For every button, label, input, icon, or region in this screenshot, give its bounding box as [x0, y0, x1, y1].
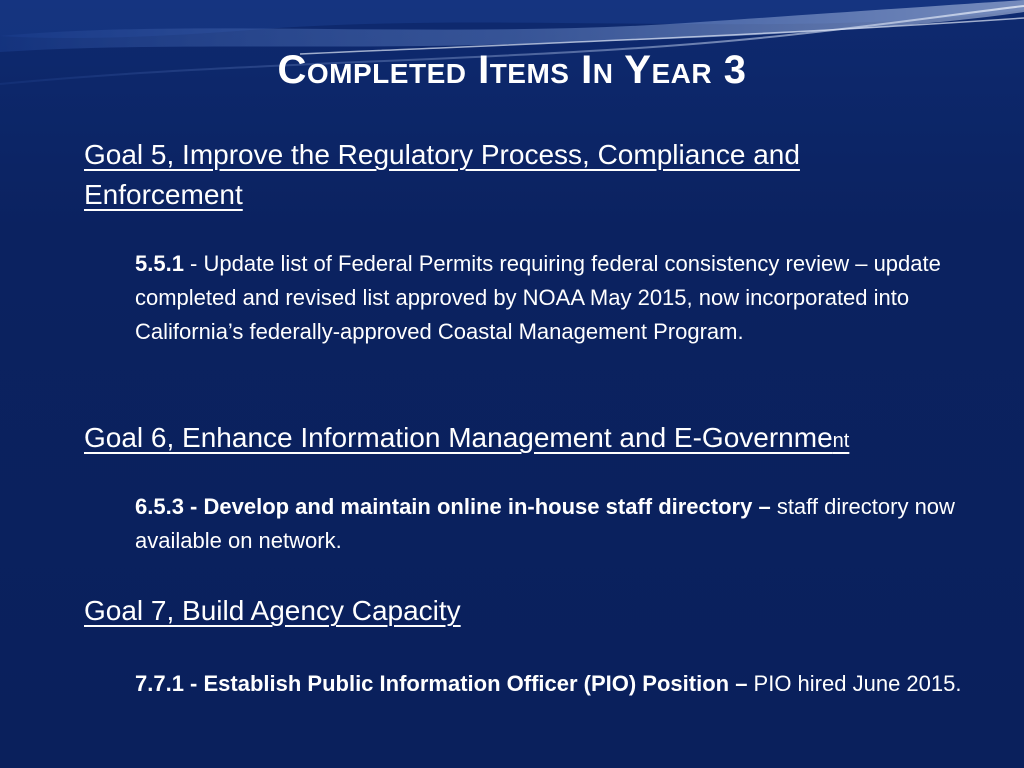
- item-6-5-3-text: staff directory now available on network.: [135, 494, 955, 553]
- item-6-5-3-title: 6.5.3 - Develop and maintain online in-house staff directory –: [135, 494, 771, 519]
- item-5-5-1-text: - Update list of Federal Permits requiring federal consistency review – update completed and revised list approved by NOAA May 2015, now incorporated into California’s federally-approved Coastal Management Program.: [135, 251, 941, 344]
- item-7-7-1-title: 7.7.1 - Establish Public Information Officer (PIO) Position –: [135, 671, 748, 696]
- goal-5-heading: Goal 5, Improve the Regulatory Process, Compliance and Enforcement: [84, 139, 800, 210]
- item-6-5-3: [135, 490, 995, 558]
- item-7-7-1: [135, 667, 995, 701]
- goal-7-heading: Goal 7, Build Agency Capacity: [84, 595, 461, 626]
- item-7-7-1-text: PIO hired June 2015.: [747, 671, 962, 696]
- goal-6-heading-main: Goal 6, Enhance Information Management and E-Governme: [84, 422, 833, 453]
- item-5-5-1-code: 5.5.1: [135, 251, 184, 276]
- goal-6-heading-tail: nt: [832, 430, 850, 452]
- goal-6-heading: [84, 418, 964, 461]
- slide-title: Completed Items In Year 3: [277, 48, 747, 92]
- item-5-5-1: [135, 247, 995, 349]
